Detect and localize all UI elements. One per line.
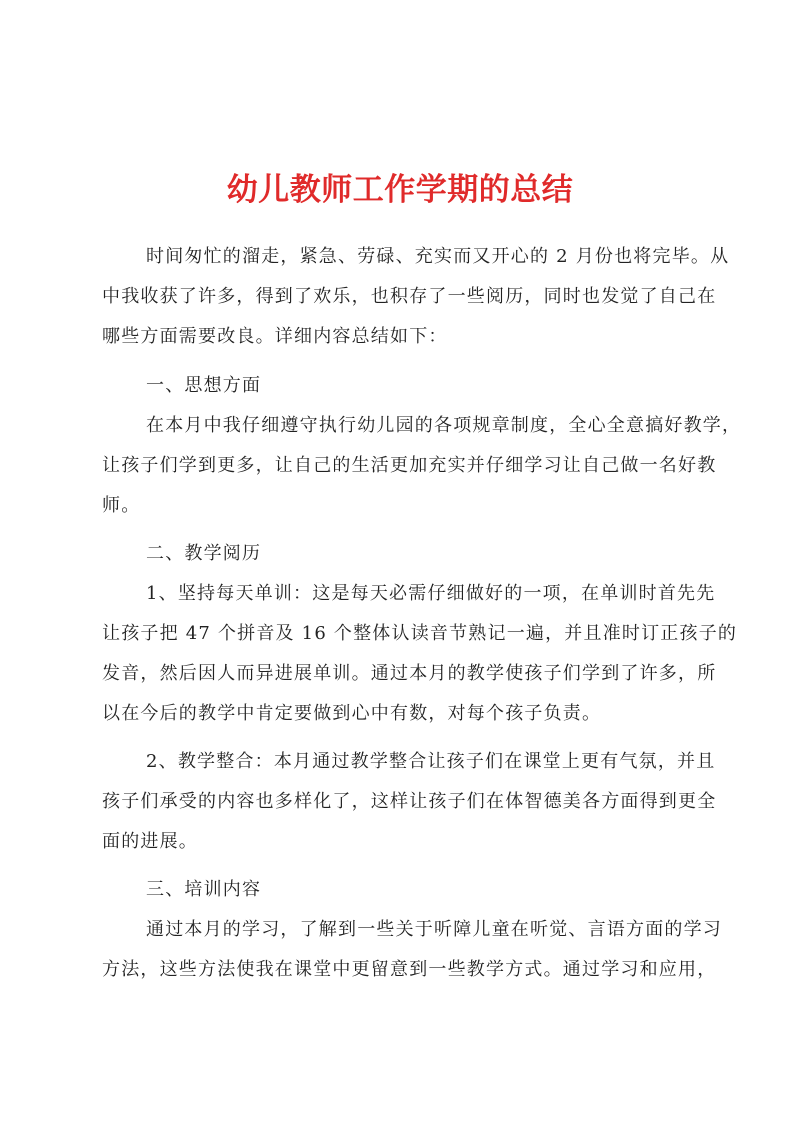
paragraph-training-line-1: 1、坚持每天单训：这是每天必需仔细做好的一项，在单训时首先先 xyxy=(146,583,716,604)
paragraph-integration-line-1: 2、教学整合：本月通过教学整合让孩子们在课堂上更有气氛，并且 xyxy=(146,751,716,772)
paragraph-thought-line-2: 让孩子们学到更多，让自己的生活更加充实并仔细学习让自己做一名好教 xyxy=(102,455,717,476)
paragraph-intro-line-1: 时间匆忙的溜走，紧急、劳碌、充实而又开心的 2 月份也将完毕。从 xyxy=(146,246,730,267)
section-heading-teaching: 二、教学阅历 xyxy=(146,543,262,564)
document-title: 幼儿教师工作学期的总结 xyxy=(226,172,574,208)
paragraph-intro-line-3: 哪些方面需要改良。详细内容总结如下： xyxy=(102,326,448,347)
paragraph-thought-line-1: 在本月中我仔细遵守执行幼儿园的各项规章制度，全心全意搞好教学， xyxy=(146,415,742,436)
section-heading-training-content: 三、培训内容 xyxy=(146,879,262,900)
paragraph-intro-line-2: 中我收获了许多，得到了欢乐，也积存了一些阅历，同时也发觉了自己在 xyxy=(102,286,717,307)
section-heading-thought: 一、思想方面 xyxy=(146,375,262,396)
paragraph-integration-line-2: 孩子们承受的内容也多样化了，这样让孩子们在体智德美各方面得到更全 xyxy=(102,791,717,812)
paragraph-training-line-2: 让孩子把 47 个拼音及 16 个整体认读音节熟记一遍，并且准时订正孩子的 xyxy=(102,623,738,644)
paragraph-learning-line-1: 通过本月的学习，了解到一些关于听障儿童在听觉、言语方面的学习 xyxy=(146,919,722,940)
paragraph-training-line-4: 以在今后的教学中肯定要做到心中有数，对每个孩子负责。 xyxy=(102,703,602,724)
paragraph-learning-line-2: 方法，这些方法使我在课堂中更留意到一些教学方式。通过学习和应用， xyxy=(102,959,717,980)
paragraph-training-line-3: 发音，然后因人而异进展单训。通过本月的教学使孩子们学到了许多，所 xyxy=(102,663,717,684)
paragraph-thought-line-3: 师。 xyxy=(102,495,141,516)
paragraph-integration-line-3: 面的进展。 xyxy=(102,831,198,852)
